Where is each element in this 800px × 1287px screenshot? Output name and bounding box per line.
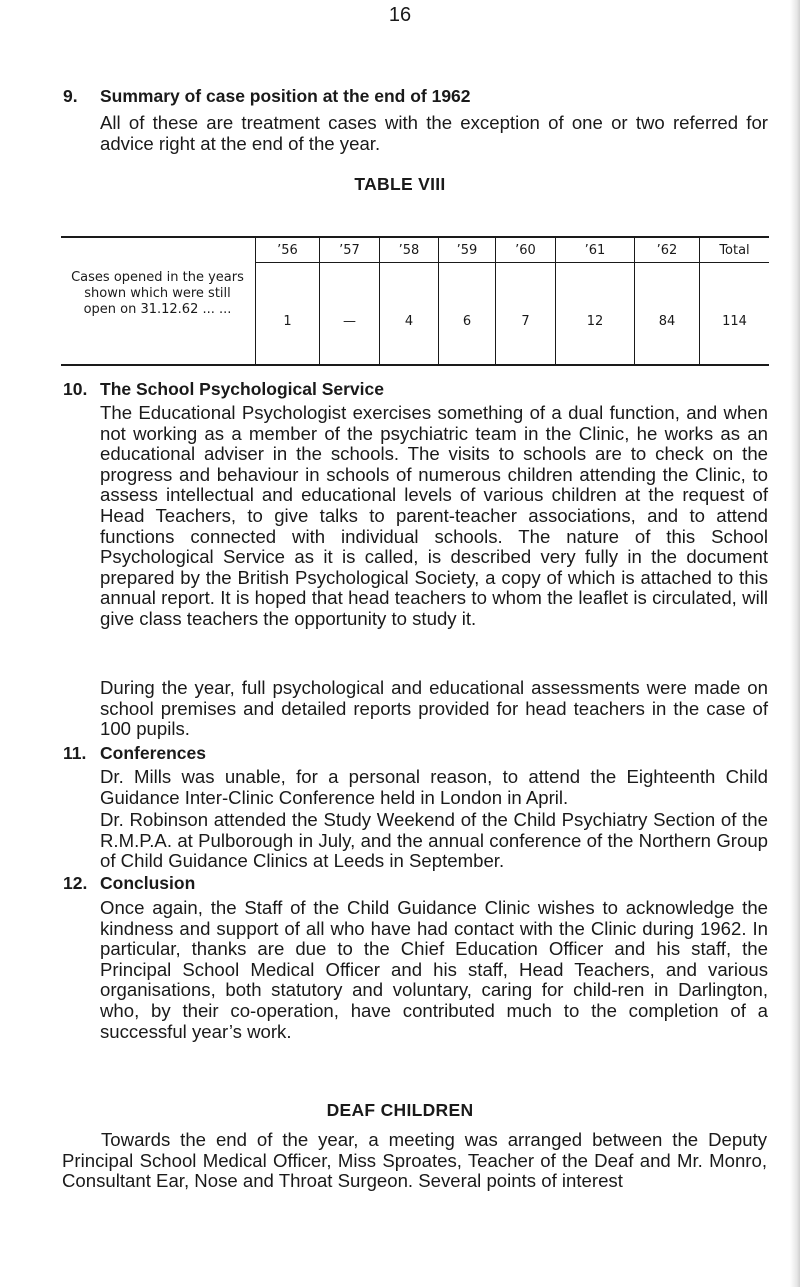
column-header-59: ’59 — [456, 243, 478, 258]
section-10-heading — [63, 379, 384, 400]
section-10-paragraph-1: The Educational Psychologist exercises something of a dual function, and when not working as a member of the psychiatric team in the Clinic, he works as an educational adviser in the schools. The visits to schools are to check on the progress and behaviour in schools of numerous children attending the Clinic, to assess intellectual and educational levels of various children at the request of Head Teachers, to give talks to parent-teacher associations, and to attend functions connected with individual schools. The nature of this School Psychological Service as it is called, is described very fully in the document prepared by the British Psychological Society, a copy of which is attached to this annual report. It is hoped that head teachers to whom the leaflet is circulated, will give class teachers the opportunity to study it. — [100, 402, 768, 629]
row-label-line: open on 31.12.62 ... ... — [83, 302, 232, 317]
deaf-children-paragraph — [62, 1130, 767, 1192]
section-11-title: Conferences — [100, 743, 207, 763]
table-bottom-rule — [61, 364, 769, 366]
column-header-57: ’57 — [339, 243, 360, 258]
column-header-56: ’56 — [277, 243, 298, 258]
summary-table — [61, 236, 769, 368]
section-9-title: Summary of case position at the end of 1962 — [100, 86, 471, 106]
table-cell-total: 114 — [722, 314, 747, 329]
table-cell-62: 84 — [658, 314, 676, 329]
section-12-paragraph-1: Once again, the Staff of the Child Guidance Clinic wishes to acknowledge the kindness and support of all who have had contact with the Clinic during 1962. In particular, thanks are due to the Chief Education Officer and his staff, the Principal School Medical Officer and his staff, Head Teachers, and various organisations, both statutory and voluntary, caring for child-ren in Darlington, who, by their co-operation, have contributed much to the completion of a successful year’s work. — [100, 897, 768, 1042]
table-title: TABLE VIII — [354, 174, 446, 194]
table-header-rule — [256, 262, 769, 263]
row-label-line: Cases opened in the years — [71, 270, 244, 285]
table-cell-61: 12 — [586, 314, 604, 329]
table-cell-60: 7 — [521, 314, 530, 329]
row-label-line: shown which were still — [84, 286, 231, 301]
section-12-number: 12. — [63, 873, 88, 893]
section-11-paragraph-1: Dr. Mills was unable, for a personal reason, to attend the Eighteenth Child Guidance Inter-Clinic Conference held in London in April. — [100, 766, 768, 808]
section-9-heading — [63, 86, 471, 107]
section-10-title: The School Psychological Service — [100, 379, 384, 399]
column-header-62: ’62 — [656, 243, 678, 258]
column-header-58: ’58 — [398, 243, 420, 258]
section-11-number: 11. — [63, 743, 87, 763]
column-header-total: Total — [719, 243, 750, 258]
table-cell-58: 4 — [404, 314, 414, 329]
section-10-paragraph-2: During the year, full psychological and educational assessments were made on school premises and detailed reports provided for head teachers in the case of 100 pupils. — [100, 677, 768, 740]
table-top-rule — [61, 236, 769, 238]
section-9-text: All of these are treatment cases with the exception of one or two referred for advice right at the end of the year. — [100, 112, 768, 154]
section-11-paragraph-2: Dr. Robinson attended the Study Weekend of the Child Psychiatry Section of the R.M.P.A. at Pulborough in July, and the annual conference of the Northern Group of Child Guidance Clinics at Leeds in September. — [100, 809, 768, 872]
section-11-heading — [63, 743, 206, 764]
table-cell-57: — — [343, 314, 356, 329]
table-cell-56: 1 — [283, 314, 292, 329]
section-12-title: Conclusion — [100, 873, 196, 893]
deaf-children-title: DEAF CHILDREN — [326, 1100, 474, 1120]
column-header-61: ’61 — [584, 243, 606, 258]
column-header-60: ’60 — [515, 243, 536, 258]
section-9-number: 9. — [63, 86, 78, 106]
section-12-heading — [63, 873, 195, 894]
table-cell-59: 6 — [462, 314, 472, 329]
deaf-children-text: Towards the end of the year, a meeting was arranged between the Deputy Principal School Medical Officer, Miss Sproates, Teacher of the Deaf and Mr. Monro, Consultant Ear, Nose and Throat Surgeon. Several points of interest — [62, 1129, 767, 1192]
section-10-number: 10. — [63, 379, 88, 399]
page-number: 16 — [388, 4, 412, 26]
table-row-label — [61, 270, 254, 318]
